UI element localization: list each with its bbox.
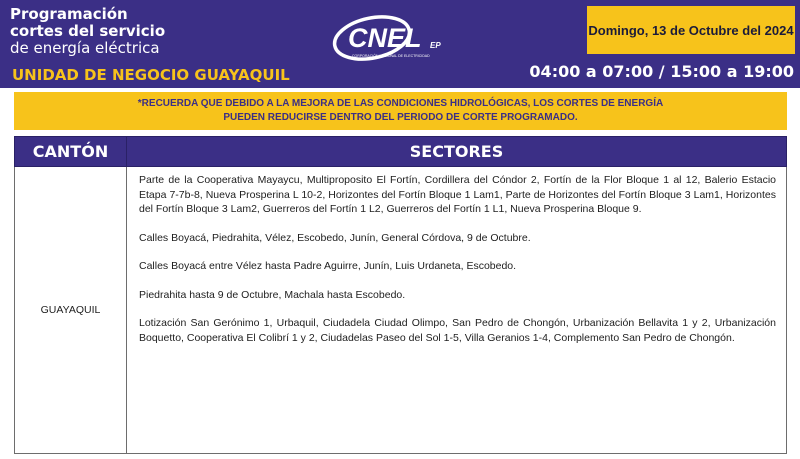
logo-suffix: EP — [430, 41, 441, 50]
header-sectors: SECTORES — [127, 137, 787, 167]
header-banner — [0, 0, 800, 88]
sectors-table — [14, 136, 787, 454]
date-text: Domingo, 13 de Octubre del 2024 — [588, 22, 794, 38]
date-box — [587, 6, 795, 54]
header-canton: CANTÓN — [15, 137, 127, 167]
sector-group-5: Lotización San Gerónimo 1, Urbaquil, Ciudadela Ciudad Olimpo, San Pedro de Chongón, Urbanización Bellavita 1 y 2, Urbanización Boquetto, Cooperativa El Colibrí 1 y 2, Ciudadelas Paseo del Sol 1-5, Villa Geranios 1-4, Complemento San Pedro de Chongón. — [139, 317, 776, 344]
table-row — [15, 167, 787, 454]
sector-group-1: Parte de la Cooperativa Mayaycu, Multiproposito El Fortín, Cordillera del Cóndor 2, Fortín de la Flor Bloque 1 al 12, Balerio Estacio Etapa 7-7b-8, Nueva Prosperina L 10-2, Horizontes del Fortín Bloque 1 Lam1, Parte de Horizontes del Fortín Bloque 3 Lam1, Horizontes del Fortín Bloque 3 Lam2, Guerreros del Fortín 1 L2, Guerreros del Fortín 1 L1, Nueva Prosperina Bloque 9. — [139, 174, 776, 215]
sector-group-3: Calles Boyacá entre Vélez hasta Padre Aguirre, Junín, Luis Urdaneta, Escobedo. — [139, 260, 517, 272]
logo-subtitle: CORPORACIÓN NACIONAL DE ELECTRICIDAD — [352, 54, 430, 58]
cnel-logo-icon — [330, 12, 460, 67]
canton-cell: GUAYAQUIL — [15, 167, 127, 454]
title-line-3: de energía eléctrica — [10, 39, 160, 57]
time-range: 04:00 a 07:00 / 15:00 a 19:00 — [529, 62, 794, 81]
business-unit-label: UNIDAD DE NEGOCIO GUAYAQUIL — [12, 66, 290, 84]
notice-banner — [14, 92, 787, 130]
page-title — [10, 6, 165, 57]
table-header-row — [15, 137, 787, 167]
title-line-1: Programación — [10, 5, 128, 23]
title-line-2: cortes del servicio — [10, 22, 166, 40]
sector-group-4: Piedrahita hasta 9 de Octubre, Machala hasta Escobedo. — [139, 288, 406, 301]
notice-line-1: *RECUERDA QUE DEBIDO A LA MEJORA DE LAS CONDICIONES HIDROLÓGICAS, LOS CORTES DE ENERGÍA — [137, 98, 664, 109]
logo-text: CNEL — [348, 23, 422, 53]
sectors-cell — [127, 167, 787, 454]
notice-line-2: PUEDEN REDUCIRSE DENTRO DEL PERIODO DE CORTE PROGRAMADO. — [223, 112, 578, 123]
sector-group-2: Calles Boyacá, Piedrahita, Vélez, Escobedo, Junín, General Córdova, 9 de Octubre. — [139, 231, 531, 244]
